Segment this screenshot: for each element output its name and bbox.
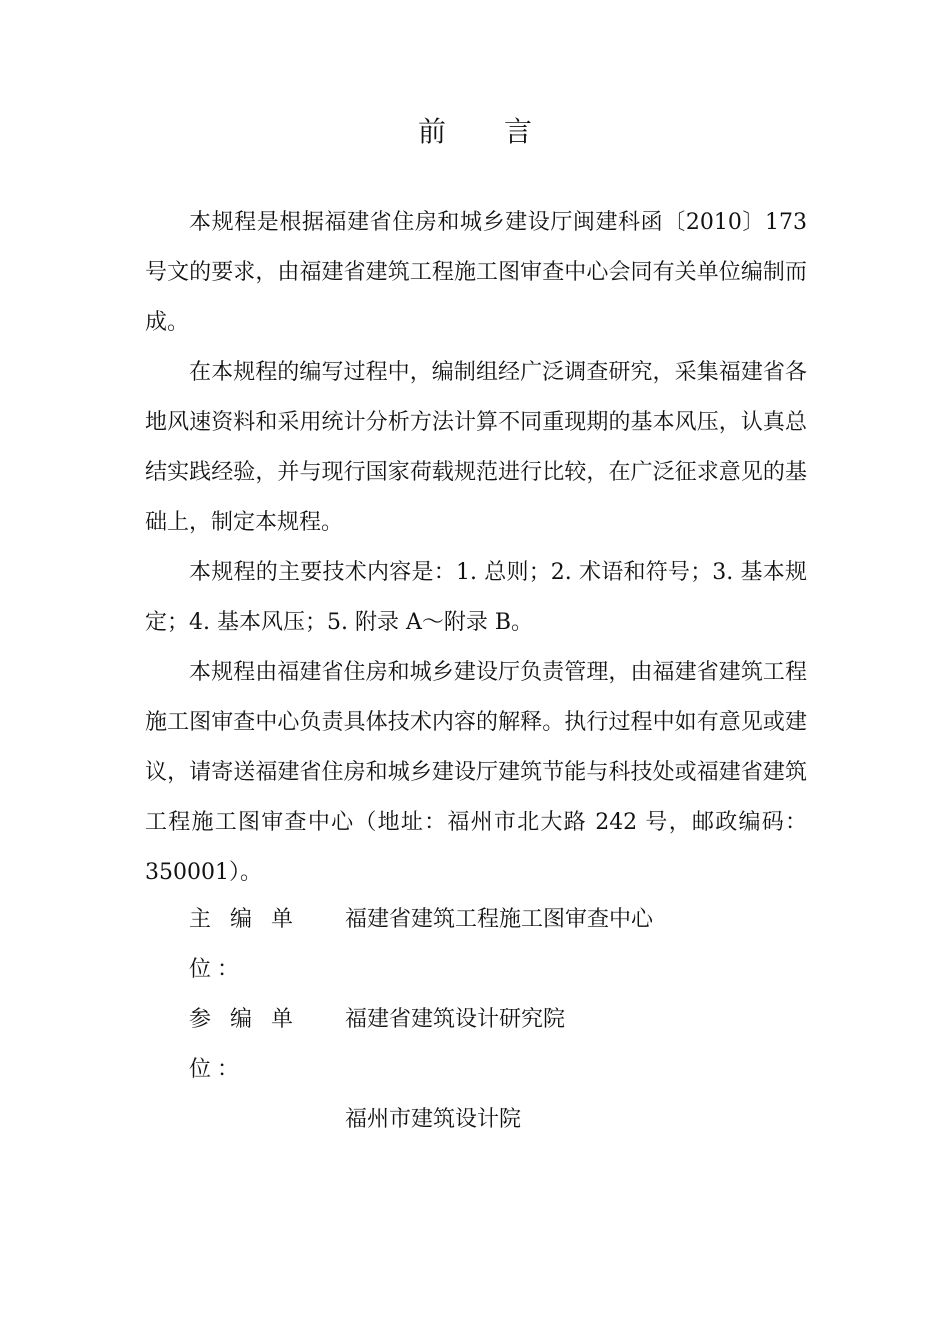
title-char-1: 前 xyxy=(417,115,446,148)
participating-value: 福州市建筑设计院 xyxy=(345,1107,522,1132)
paragraph: 本规程由福建省住房和城乡建设厅负责管理，由福建省建筑工程施工图审查中心负责具体技术内容的解释。执行过程中如有意见或建议，请寄送福建省住房和城乡建设厅建筑节能与科技处或福建省建筑工程施工图审查中心（地址：福州市北大路 242 号，邮政编码：350001）。 xyxy=(145,660,807,885)
chief-editor-value: 福建省建筑工程施工图审查中心 xyxy=(345,907,654,932)
chief-editor-row xyxy=(189,895,653,995)
title-char-2: 言 xyxy=(504,115,533,148)
participating-row xyxy=(189,995,653,1095)
page-title xyxy=(0,110,950,150)
participating-value: 福建省建筑设计研究院 xyxy=(345,1007,566,1032)
participating-label: 参 编 单 位： xyxy=(189,1007,299,1082)
participating-row-continued xyxy=(189,1095,653,1145)
editing-units xyxy=(189,895,653,1145)
paragraph: 在本规程的编写过程中，编制组经广泛调查研究，采集福建省各地风速资料和采用统计分析方法计算不同重现期的基本风压，认真总结实践经验，并与现行国家荷载规范进行比较，在广泛征求意见的基础上，制定本规程。 xyxy=(145,360,807,535)
paragraph: 本规程的主要技术内容是：1. 总则；2. 术语和符号；3. 基本规定；4. 基本风压；5. 附录 A～附录 B。 xyxy=(145,560,807,635)
preface-body xyxy=(145,198,807,898)
chief-editor-label: 主 编 单 位： xyxy=(189,907,299,982)
paragraph: 本规程是根据福建省住房和城乡建设厅闽建科函〔2010〕173 号文的要求，由福建省建筑工程施工图审查中心会同有关单位编制而成。 xyxy=(145,210,807,335)
